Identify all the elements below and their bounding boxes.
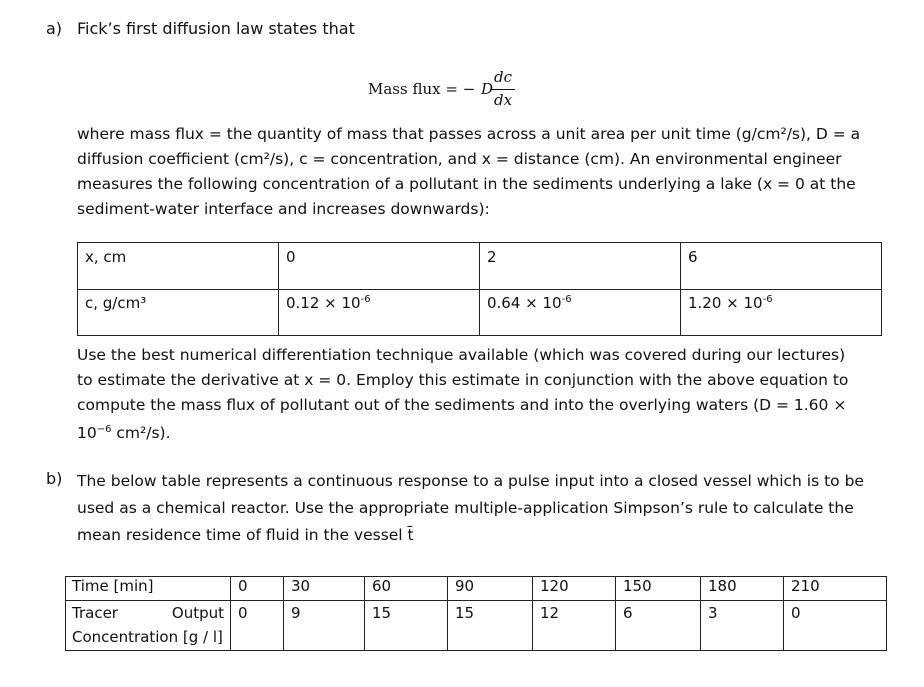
part-b-line: mean residence time of fluid in the vessel t̄ <box>77 526 414 544</box>
part-b-line: The below table represents a continuous response to a pulse input into a closed vessel which is to be <box>77 472 864 490</box>
equation-lhs: Mass flux = − <box>368 80 476 98</box>
fraction-bar <box>491 89 515 90</box>
c-exponent: -6 <box>561 294 572 305</box>
part-a-task <box>77 343 917 446</box>
equation-denominator: dx <box>493 91 513 109</box>
definition-line: measures the following concentration of a pollutant in the sediments underlying a lake (x = 0 at the <box>77 175 856 193</box>
c-row <box>78 290 882 336</box>
conc-value: 12 <box>533 601 616 651</box>
task-last-base: 10 <box>77 424 97 442</box>
output-label-word: Output <box>171 604 224 622</box>
conc-value: 3 <box>701 601 784 651</box>
time-value: 90 <box>448 577 533 601</box>
x-value: 6 <box>681 243 882 290</box>
time-value: 210 <box>784 577 887 601</box>
part-a-intro: Fick’s first diffusion law states that <box>77 19 355 38</box>
conc-value: 6 <box>616 601 701 651</box>
conc-value: 0 <box>784 601 887 651</box>
task-line: compute the mass flux of pollutant out of the sediments and into the overlying waters (D = 1.60 × <box>77 396 847 414</box>
task-line: to estimate the derivative at x = 0. Employ this estimate in conjunction with the above equation to <box>77 371 849 389</box>
task-line-last <box>77 421 917 446</box>
x-row <box>78 243 882 290</box>
tracer-label <box>66 601 231 651</box>
equation-coeff: D <box>481 80 494 98</box>
definition-line: where mass flux = the quantity of mass that passes across a unit area per unit time (g/cm²/s), D = a <box>77 125 861 143</box>
conc-value: 15 <box>448 601 533 651</box>
c-value <box>279 290 480 336</box>
part-a-definition <box>77 122 917 222</box>
equation-numerator: dc <box>493 68 512 86</box>
x-label: x, cm <box>78 243 279 290</box>
x-value: 0 <box>279 243 480 290</box>
tracer-row <box>66 601 887 651</box>
part-b-line: used as a chemical reactor. Use the appropriate multiple-application Simpson’s rule to calculate the <box>77 499 854 517</box>
tracer-label-word: Tracer <box>72 604 118 622</box>
time-value: 120 <box>533 577 616 601</box>
c-mantissa: 0.12 × 10 <box>286 294 361 312</box>
time-row <box>66 577 887 601</box>
definition-line: sediment-water interface and increases downwards): <box>77 200 490 218</box>
part-b-text <box>77 468 917 549</box>
task-line: Use the best numerical differentiation technique available (which was covered during our lectures) <box>77 346 846 364</box>
c-exponent: -6 <box>360 294 371 305</box>
definition-line: diffusion coefficient (cm²/s), c = concentration, and x = distance (cm). An environmental engineer <box>77 150 842 168</box>
time-value: 150 <box>616 577 701 601</box>
time-value: 60 <box>365 577 448 601</box>
x-value: 2 <box>480 243 681 290</box>
time-value: 30 <box>284 577 365 601</box>
c-value <box>480 290 681 336</box>
task-last-tail: cm²/s). <box>111 424 171 442</box>
c-value <box>681 290 882 336</box>
conc-value: 15 <box>365 601 448 651</box>
conc-value: 9 <box>284 601 365 651</box>
part-a-marker: a) <box>46 19 63 38</box>
time-value: 0 <box>231 577 284 601</box>
conc-value: 0 <box>231 601 284 651</box>
task-last-exp: −6 <box>96 423 112 435</box>
tracer-table <box>65 576 887 651</box>
c-mantissa: 1.20 × 10 <box>688 294 763 312</box>
tracer-label-top <box>72 601 224 625</box>
c-exponent: -6 <box>762 294 773 305</box>
time-label: Time [min] <box>66 577 231 601</box>
time-value: 180 <box>701 577 784 601</box>
concentration-label: Concentration [g / l] <box>72 628 223 646</box>
c-mantissa: 0.64 × 10 <box>487 294 562 312</box>
ficks-law-equation <box>368 68 528 112</box>
part-b-marker: b) <box>46 469 63 488</box>
concentration-table <box>77 242 882 336</box>
c-label: c, g/cm³ <box>78 290 279 336</box>
